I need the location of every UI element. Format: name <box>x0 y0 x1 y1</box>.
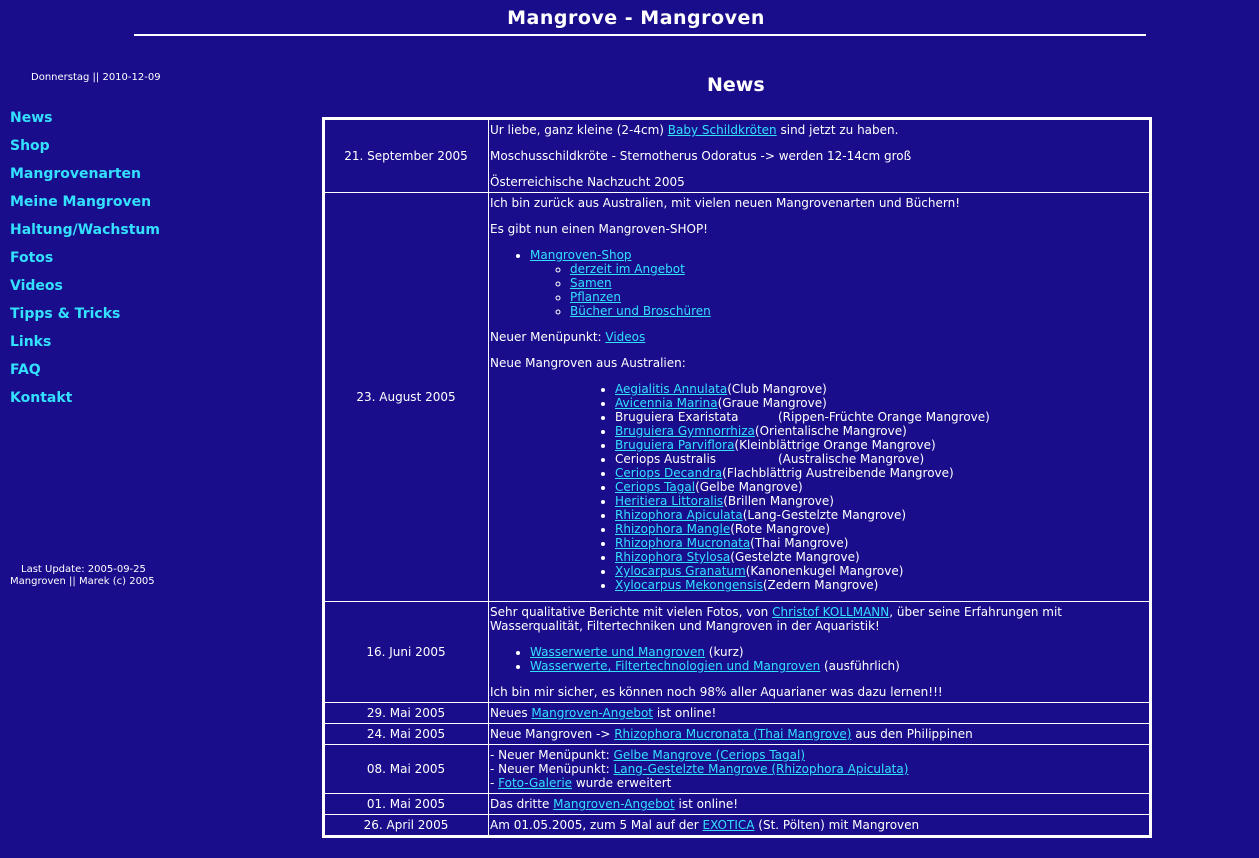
species-common-name: (Lang-Gestelzte Mangrove) <box>742 508 907 522</box>
species-list <box>490 382 1147 592</box>
species-link[interactable]: Avicennia Marina <box>615 396 718 410</box>
list-item <box>570 304 1147 318</box>
news-date: 16. Juni 2005 <box>324 602 489 703</box>
news-text: (St. Pölten) mit Mangroven <box>754 818 920 832</box>
shop-buecher-link[interactable]: Bücher und Broschüren <box>570 304 711 318</box>
species-common-name: (Club Mangrove) <box>727 382 827 396</box>
news-date: 23. August 2005 <box>324 193 489 602</box>
site-title: Mangrove - Mangroven <box>507 7 765 29</box>
species-item <box>615 494 1147 508</box>
news-content <box>489 193 1151 602</box>
news-text: Ich bin mir sicher, es können noch 98% aller Aquarianer was dazu lernen!!! <box>490 685 943 699</box>
news-text: Am 01.05.2005, zum 5 Mal auf der <box>490 818 703 832</box>
nav-fotos[interactable]: Fotos <box>10 250 54 266</box>
news-text: - Neuer Menüpunkt: <box>490 748 614 762</box>
news-content <box>489 602 1151 703</box>
news-content <box>489 794 1151 815</box>
news-content <box>489 703 1151 724</box>
nav-videos[interactable]: Videos <box>10 278 63 294</box>
species-link[interactable]: Aegialitis Annulata <box>615 382 728 396</box>
species-common-name: (Australische Mangrove) <box>778 452 925 466</box>
nav-news[interactable]: News <box>10 110 53 126</box>
news-text: Das dritte <box>490 797 554 811</box>
current-date: Donnerstag || 2010-12-09 <box>31 72 161 83</box>
news-text: Neuer Menüpunkt: <box>490 330 606 344</box>
nav-tipps-tricks[interactable]: Tipps & Tricks <box>10 306 121 322</box>
species-common-name: (Graue Mangrove) <box>717 396 827 410</box>
news-row <box>324 119 1151 193</box>
shop-sublist <box>530 262 1147 318</box>
species-common-name: (Gelbe Mangrove) <box>695 480 803 494</box>
news-content <box>489 119 1151 193</box>
species-common-name: (Zedern Mangrove) <box>762 578 879 592</box>
news-text: , über seine Erfahrungen mit Wasserqualität, Filtertechniken und Mangroven in der Aquaristik! <box>490 605 1062 633</box>
species-item <box>615 424 1147 438</box>
news-text: (kurz) <box>704 645 744 659</box>
species-item <box>615 480 1147 494</box>
species-common-name: (Rote Mangrove) <box>730 522 831 536</box>
copyright: Mangroven || Marek (c) 2005 <box>10 576 155 587</box>
news-row <box>324 745 1151 794</box>
news-text: wurde erweitert <box>572 776 672 790</box>
news-text: - <box>490 776 499 790</box>
kollmann-link[interactable]: Christof KOLLMANN <box>772 605 890 619</box>
news-text: Ich bin zurück aus Australien, mit vielen neuen Mangrovenarten und Büchern! <box>490 196 961 210</box>
nav-links[interactable]: Links <box>10 334 52 350</box>
mangroven-angebot-link[interactable]: Mangroven-Angebot <box>531 706 653 720</box>
species-item <box>615 578 1147 592</box>
news-date: 08. Mai 2005 <box>324 745 489 794</box>
species-link[interactable]: Xylocarpus Granatum <box>615 564 746 578</box>
species-common-name: (Kleinblättrige Orange Mangrove) <box>734 438 936 452</box>
list-item <box>570 262 1147 276</box>
baby-schildkroeten-link[interactable]: Baby Schildkröten <box>667 123 777 137</box>
news-date: 26. April 2005 <box>324 815 489 837</box>
species-link[interactable]: Rhizophora Stylosa <box>615 550 731 564</box>
main-nav <box>10 108 160 416</box>
news-text: Österreichische Nachzucht 2005 <box>490 175 685 189</box>
news-text: Sehr qualitative Berichte mit vielen Fotos, von <box>490 605 773 619</box>
shop-angebot-link[interactable]: derzeit im Angebot <box>570 262 685 276</box>
species-item <box>615 522 1147 536</box>
species-link[interactable]: Rhizophora Mangle <box>615 522 731 536</box>
news-row <box>324 724 1151 745</box>
news-content <box>489 745 1151 794</box>
foto-galerie-link[interactable]: Foto-Galerie <box>498 776 573 790</box>
wasserwerte-link[interactable]: Wasserwerte und Mangroven <box>530 645 705 659</box>
species-common-name: (Gestelzte Mangrove) <box>730 550 860 564</box>
rhizophora-mucronata-link[interactable]: Rhizophora Mucronata (Thai Mangrove) <box>614 727 852 741</box>
species-common-name: (Kanonenkugel Mangrove) <box>745 564 904 578</box>
species-item <box>615 452 1147 466</box>
news-text: ist online! <box>674 797 739 811</box>
exotica-link[interactable]: EXOTICA <box>702 818 755 832</box>
shop-samen-link[interactable]: Samen <box>570 276 612 290</box>
news-text: (ausführlich) <box>820 659 900 673</box>
mangroven-angebot-link[interactable]: Mangroven-Angebot <box>553 797 675 811</box>
nav-faq[interactable]: FAQ <box>10 362 41 378</box>
report-list <box>490 645 1147 673</box>
last-update: Last Update: 2005-09-25 <box>21 564 146 575</box>
news-date: 29. Mai 2005 <box>324 703 489 724</box>
species-link[interactable]: Rhizophora Apiculata <box>615 508 743 522</box>
news-text: ist online! <box>653 706 717 720</box>
news-row <box>324 794 1151 815</box>
species-item <box>615 396 1147 410</box>
nav-mangrovenarten[interactable]: Mangrovenarten <box>10 166 141 182</box>
nav-kontakt[interactable]: Kontakt <box>10 390 73 406</box>
species-common-name: (Thai Mangrove) <box>750 536 849 550</box>
species-item <box>615 550 1147 564</box>
lang-gestelzte-link[interactable]: Lang-Gestelzte Mangrove (Rhizophora Apiculata) <box>613 762 909 776</box>
filtertechnologien-link[interactable]: Wasserwerte, Filtertechnologien und Mangroven <box>530 659 821 673</box>
species-item <box>615 410 1147 424</box>
gelbe-mangrove-link[interactable]: Gelbe Mangrove (Ceriops Tagal) <box>613 748 806 762</box>
news-text: Moschusschildkröte - Sternotherus Odoratus -> werden 12-14cm groß <box>490 149 912 163</box>
news-row <box>324 815 1151 837</box>
species-link[interactable]: Bruguiera Parviflora <box>615 438 735 452</box>
news-date: 24. Mai 2005 <box>324 724 489 745</box>
species-link[interactable]: Heritiera Littoralis <box>615 494 724 508</box>
shop-pflanzen-link[interactable]: Pflanzen <box>570 290 622 304</box>
news-text: Ur liebe, ganz kleine (2-4cm) <box>490 123 668 137</box>
mangroven-shop-link[interactable]: Mangroven-Shop <box>530 248 632 262</box>
news-content <box>489 815 1151 837</box>
species-item <box>615 508 1147 522</box>
news-row <box>324 602 1151 703</box>
news-row <box>324 703 1151 724</box>
list-item <box>530 645 1147 659</box>
nav-meine-mangroven[interactable]: Meine Mangroven <box>10 194 152 210</box>
species-common-name: (Rippen-Früchte Orange Mangrove) <box>778 410 990 424</box>
news-text: - Neuer Menüpunkt: <box>490 762 614 776</box>
species-common-name: (Brillen Mangrove) <box>723 494 834 508</box>
footer-info <box>10 564 155 588</box>
species-link[interactable]: Xylocarpus Mekongensis <box>615 578 763 592</box>
news-text: aus den Philippinen <box>851 727 973 741</box>
news-text: Neue Mangroven aus Australien: <box>490 356 686 370</box>
species-name: Ceriops Australis <box>615 452 717 466</box>
species-link[interactable]: Bruguiera Gymnorrhiza <box>615 424 755 438</box>
species-link[interactable]: Ceriops Tagal <box>615 480 696 494</box>
nav-shop[interactable]: Shop <box>10 138 50 154</box>
species-item <box>615 564 1147 578</box>
list-item <box>530 659 1147 673</box>
species-item <box>615 536 1147 550</box>
news-date: 01. Mai 2005 <box>324 794 489 815</box>
title-divider <box>134 34 1146 36</box>
list-item <box>570 276 1147 290</box>
news-text: sind jetzt zu haben. <box>776 123 899 137</box>
species-item <box>615 382 1147 396</box>
species-item <box>615 438 1147 452</box>
species-common-name: (Orientalische Mangrove) <box>754 424 907 438</box>
news-text: Neue Mangroven -> <box>490 727 615 741</box>
species-link[interactable]: Ceriops Decandra <box>615 466 723 480</box>
news-text: Es gibt nun einen Mangroven-SHOP! <box>490 222 708 236</box>
species-name: Bruguiera Exaristata <box>615 410 739 424</box>
news-table <box>322 117 1152 838</box>
news-content <box>489 724 1151 745</box>
videos-link[interactable]: Videos <box>605 330 646 344</box>
news-row <box>324 193 1151 602</box>
species-common-name: (Flachblättrig Austreibende Mangrove) <box>722 466 954 480</box>
species-link[interactable]: Rhizophora Mucronata <box>615 536 751 550</box>
news-date: 21. September 2005 <box>324 119 489 193</box>
nav-haltung-wachstum[interactable]: Haltung/Wachstum <box>10 222 160 238</box>
shop-list <box>490 248 1147 318</box>
list-item <box>570 290 1147 304</box>
list-item <box>530 248 1147 318</box>
species-item <box>615 466 1147 480</box>
news-text: Neues <box>490 706 532 720</box>
page-title: News <box>707 74 765 96</box>
